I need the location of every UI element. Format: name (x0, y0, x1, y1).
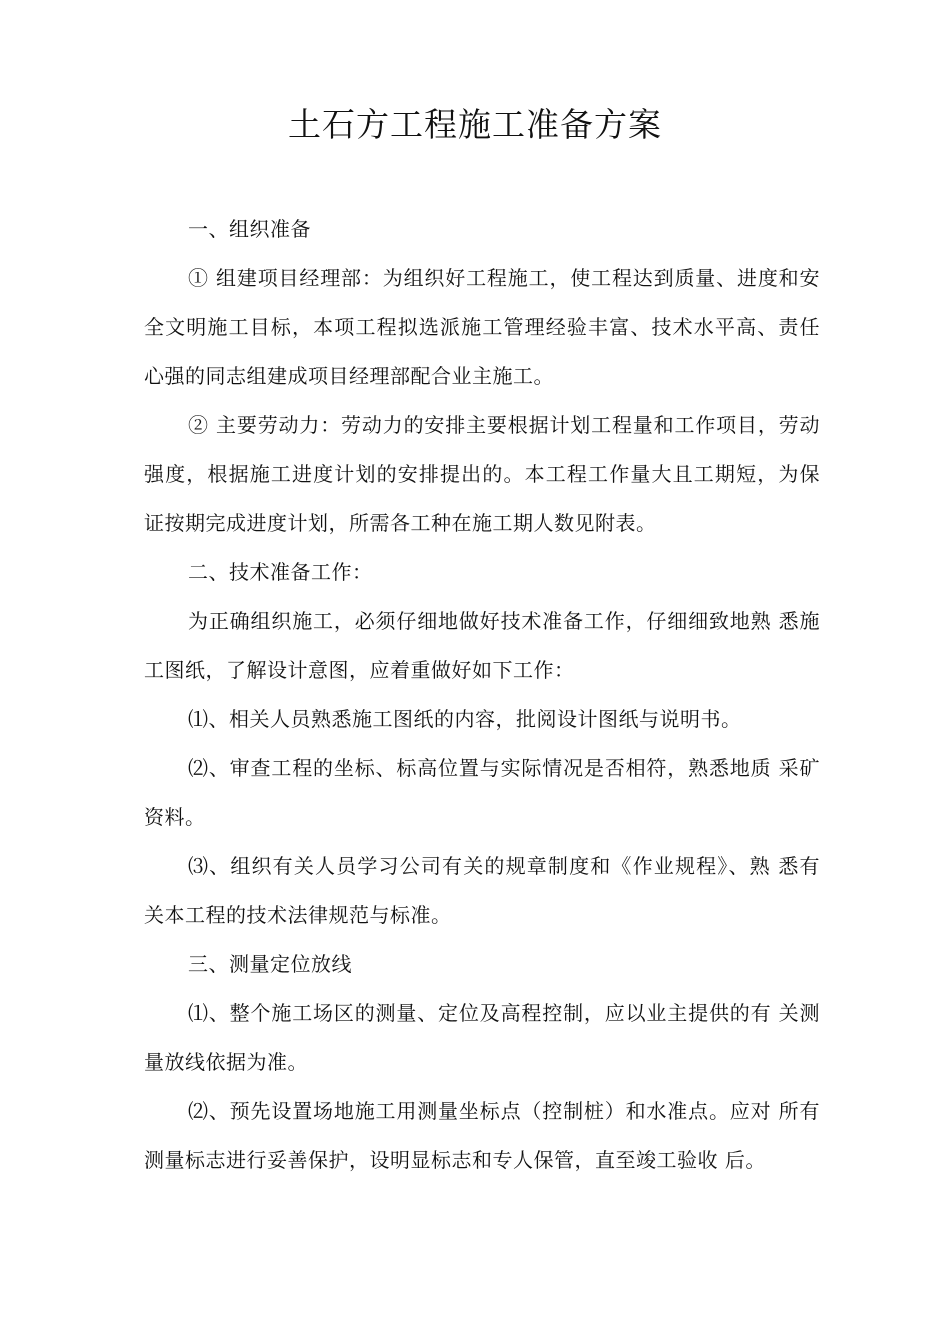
paragraph-technical-intro: 为正确组织施工，必须仔细地做好技术准备工作，仔细细致地熟 悉施工图纸，了解设计意图，应着重做好如下工作： (144, 609, 820, 682)
list-item-technical-1: ⑴、相关人员熟悉施工图纸的内容，批阅设计图纸与说明书。 (188, 707, 742, 731)
list-item-survey-2: ⑵、预先设置场地施工用测量坐标点（控制桩）和水准点。应对 所有测量标志进行妥善保护，设明显标志和专人保管，直至竣工验收 后。 (144, 1099, 820, 1172)
list-item-technical-2: ⑵、审查工程的坐标、标高位置与实际情况是否相符，熟悉地质 采矿资料。 (144, 756, 820, 829)
list-item-technical-3: ⑶、组织有关人员学习公司有关的规章制度和《作业规程》、熟 悉有关本工程的技术法律规范与标准。 (144, 854, 820, 927)
section-heading-survey: 三、测量定位放线 (188, 952, 352, 976)
paragraph-project-department: ① 组建项目经理部：为组织好工程施工，使工程达到质量、进度和安全文明施工目标，本项工程拟选派施工管理经验丰富、技术水平高、责任心强的同志组建成项目经理部配合业主施工。 (144, 266, 820, 388)
document-title: 土石方工程施工准备方案 (288, 105, 662, 144)
document-body (144, 205, 820, 1185)
list-item-survey-1: ⑴、整个施工场区的测量、定位及高程控制，应以业主提供的有 关测量放线依据为准。 (144, 1001, 820, 1074)
section-heading-technical: 二、技术准备工作： (188, 560, 373, 584)
paragraph-labor-force: ② 主要劳动力：劳动力的安排主要根据计划工程量和工作项目，劳动强度，根据施工进度计划的安排提出的。本工程工作量大且工期短，为保证按期完成进度计划，所需各工种在施工期人数见附表。 (144, 413, 820, 535)
section-heading-organization: 一、组织准备 (188, 217, 311, 241)
